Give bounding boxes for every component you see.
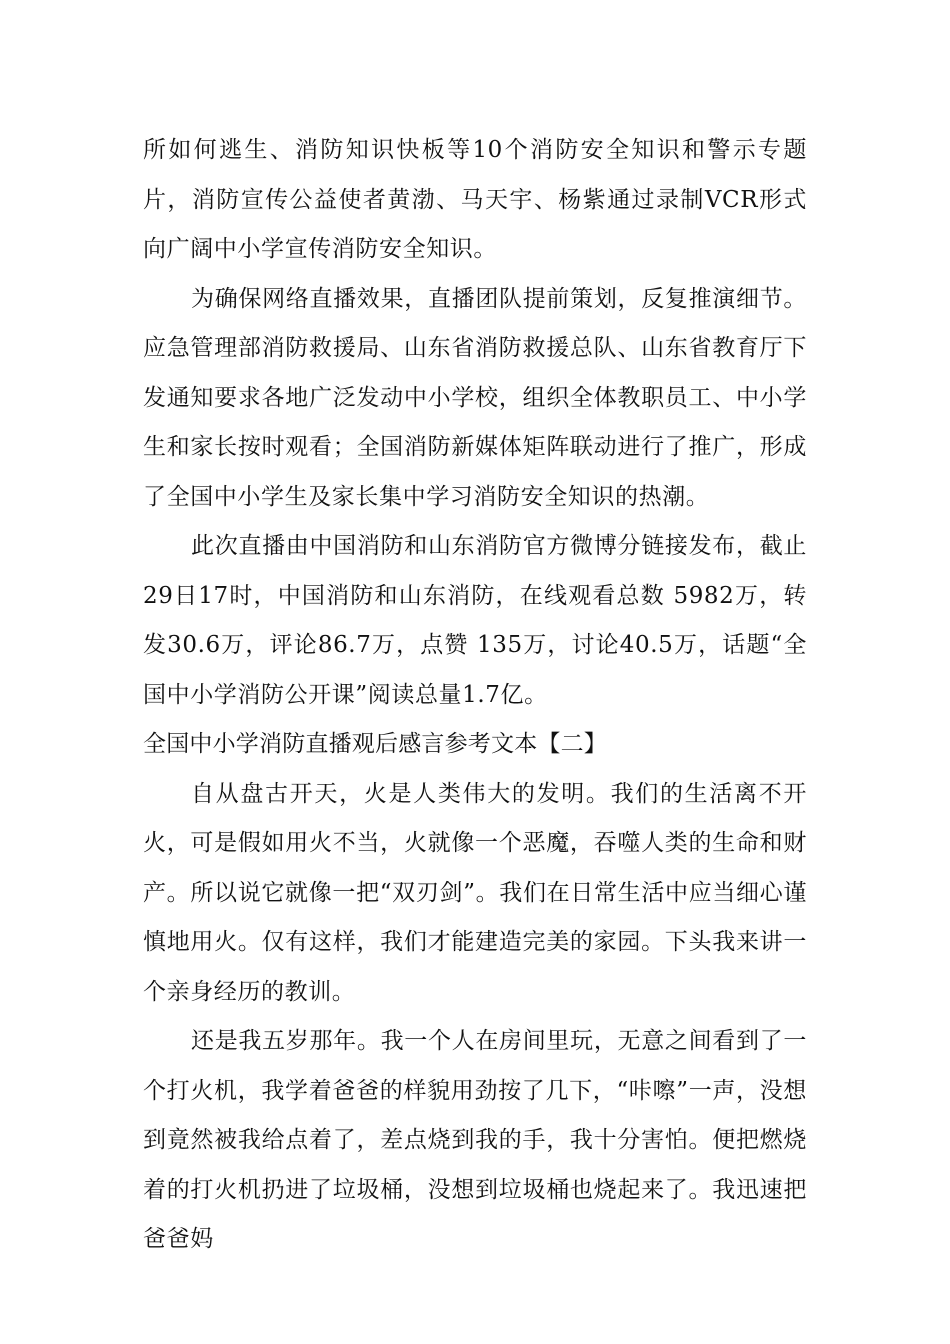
paragraph-continued: 所如何逃生、消防知识快板等10个消防安全知识和警示专题片，消防宣传公益使者黄渤、马天宇、杨紫通过录制VCR形式向广阔中小学宣传消防安全知识。 [143, 137, 807, 262]
paragraph-viewing-statistics: 此次直播由中国消防和山东消防官方微博分链接发布，截止29日17时，中国消防和山东消防，在线观看总数 5982万，转发30.6万，评论86.7万，点赞 135万，讨论40.5万，话题“全国中小学消防公开课”阅读总量1.7亿。 [143, 533, 807, 708]
paragraph-fire-invention: 自从盘古开天，火是人类伟大的发明。我们的生活离不开火，可是假如用火不当，火就像一个恶魔，吞噬人类的生命和财产。所以说它就像一把“双刃剑”。我们在日常生活中应当细心谨慎地用火。仅有这样，我们才能建造完美的家园。下头我来讲一个亲身经历的教训。 [143, 780, 807, 1005]
paragraph-live-broadcast-preparation: 为确保网络直播效果，直播团队提前策划，反复推演细节。应急管理部消防救援局、山东省消防救援总队、山东省教育厅下发通知要求各地广泛发动中小学校，组织全体教职员工、中小学生和家长按时观看；全国消防新媒体矩阵联动进行了推广，形成了全国中小学生及家长集中学习消防安全知识的热潮。 [143, 285, 807, 510]
document-body [143, 126, 807, 1265]
section-heading: 全国中小学消防直播观后感言参考文本【二】 [143, 731, 607, 757]
paragraph-personal-story: 还是我五岁那年。我一个人在房间里玩，无意之间看到了一个打火机，我学着爸爸的样貌用劲按了几下，“咔嚓”一声，没想到竟然被我给点着了，差点烧到我的手，我十分害怕。便把燃烧着的打火机扔进了垃圾桶，没想到垃圾桶也烧起来了。我迅速把爸爸妈 [143, 1028, 807, 1252]
